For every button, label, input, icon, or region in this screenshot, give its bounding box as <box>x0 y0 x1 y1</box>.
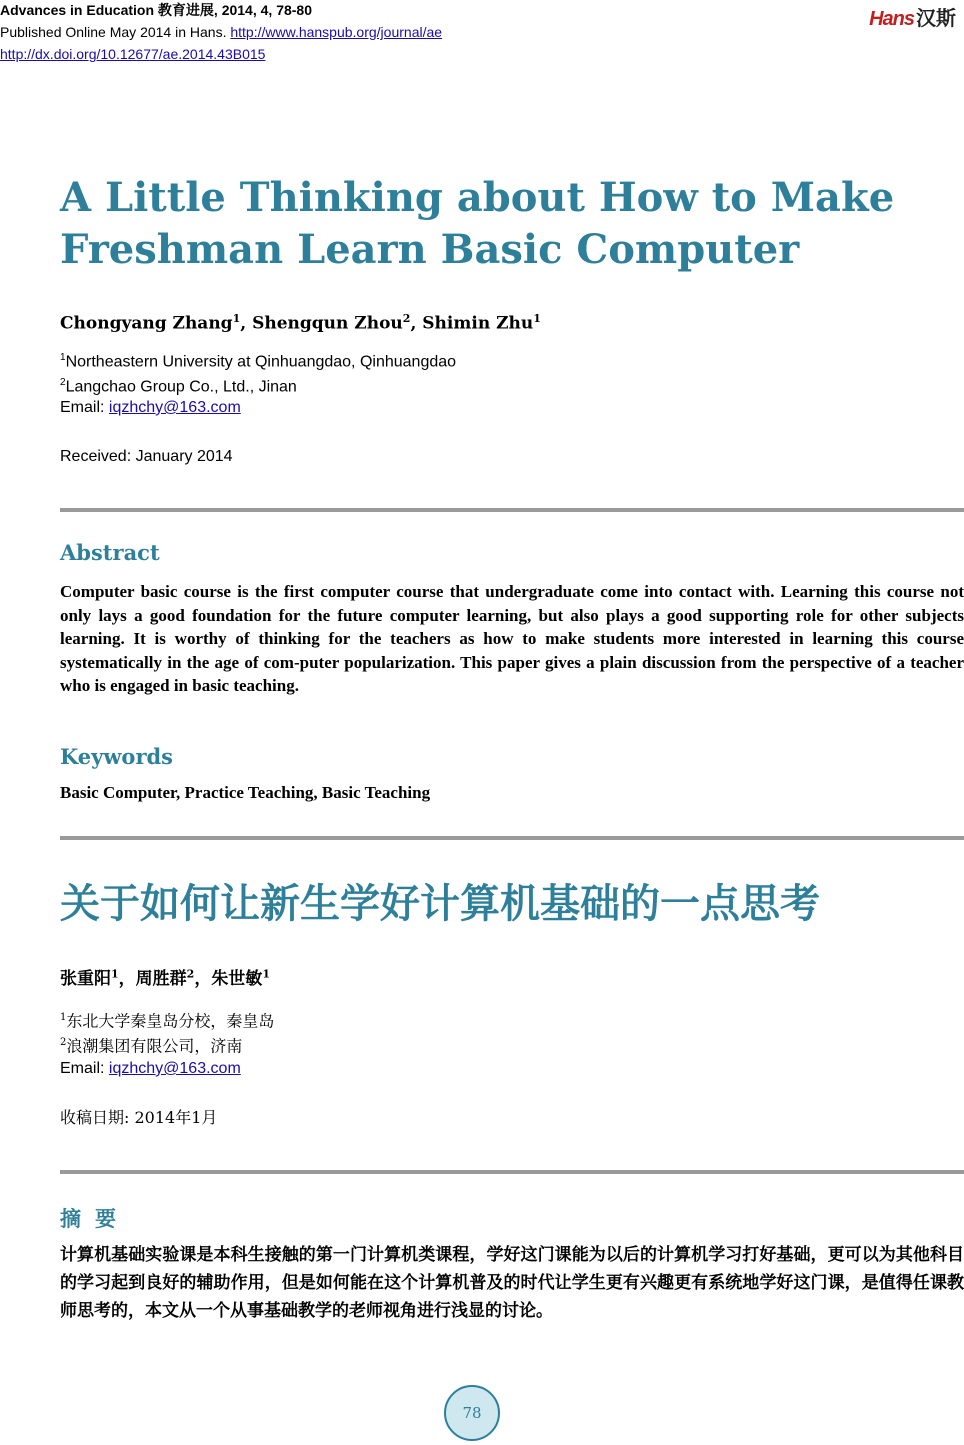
affiliation-mark: 2 <box>60 1037 67 1048</box>
author-affiliation-mark: 2 <box>402 312 411 325</box>
author-affiliation-mark: 1 <box>111 967 119 981</box>
author-name: Shengqun Zhou <box>252 313 403 334</box>
title-line-2: Freshman Learn Basic Computer <box>60 226 800 273</box>
journal-url-link[interactable]: http://www.hanspub.org/journal/ae <box>230 24 443 40</box>
authors-en <box>60 312 541 334</box>
affiliation-text: Langchao Group Co., Ltd., Jinan <box>65 378 297 396</box>
affiliation-text: Northeastern University at Qinhuangdao, Qinhuangdao <box>65 353 457 371</box>
email-line-en <box>60 396 241 420</box>
email-label: Email: <box>60 1060 109 1077</box>
keywords-body: Basic Computer, Practice Teaching, Basic Teaching <box>60 783 431 802</box>
page-number: 78 <box>444 1385 500 1441</box>
author-separator: , <box>240 313 253 334</box>
section-divider <box>60 508 964 512</box>
page-header <box>0 0 964 70</box>
email-link[interactable]: iqzhchy@163.com <box>108 399 241 416</box>
received-date-en: Received: January 2014 <box>60 448 233 465</box>
email-line-zh <box>60 1057 241 1081</box>
affiliation-1-zh <box>60 1006 274 1033</box>
author-affiliation-mark: 1 <box>232 312 241 325</box>
abstract-heading-zh: 摘要 <box>60 1207 130 1231</box>
author-separator: ， <box>118 969 136 989</box>
published-line <box>0 22 442 42</box>
author-name: 周胜群 <box>135 969 187 989</box>
received-date-zh: 收稿日期: 2014年1月 <box>60 1108 218 1127</box>
section-divider <box>60 836 964 840</box>
doi-line <box>0 44 265 64</box>
logo-en: Hans <box>869 8 914 30</box>
doi-link[interactable]: http://dx.doi.org/10.12677/ae.2014.43B015 <box>0 46 266 62</box>
author-name: Chongyang Zhang <box>60 313 233 334</box>
author-name: 朱世敏 <box>211 969 263 989</box>
affiliation-mark: 2 <box>60 377 66 388</box>
email-label: Email: <box>60 399 109 416</box>
publisher-logo <box>869 2 956 31</box>
author-name: Shimin Zhu <box>422 313 534 334</box>
keywords-heading: Keywords <box>60 744 174 769</box>
author-affiliation-mark: 1 <box>533 312 541 325</box>
paper-title-zh: 关于如何让新生学好计算机基础的一点思考 <box>60 881 820 927</box>
logo-zh: 汉斯 <box>916 8 956 30</box>
author-affiliation-mark: 2 <box>186 967 195 981</box>
author-name: 张重阳 <box>60 969 111 989</box>
affiliation-mark: 1 <box>60 352 66 363</box>
affiliation-text: 浪潮集团有限公司，济南 <box>66 1036 243 1056</box>
affiliation-text: 东北大学秦皇岛分校，秦皇岛 <box>66 1011 275 1031</box>
paper-title-en <box>60 172 920 276</box>
abstract-body-zh: 计算机基础实验课是本科生接触的第一门计算机类课程，学好这门课能为以后的计算机学习打好基础，更可以为其他科目的学习起到良好的辅助作用，但是如何能在这个计算机普及的时代让学生更有兴趣更有系统地学好这门课，是值得任课教师思考的，本文从一个从事基础教学的老师视角进行浅显的讨论。 <box>60 1245 964 1321</box>
author-separator: ， <box>194 969 212 989</box>
title-line-1: A Little Thinking about How to Make <box>60 174 895 221</box>
authors-zh <box>60 964 270 989</box>
published-text: Published Online May 2014 in Hans. <box>0 24 231 40</box>
author-affiliation-mark: 1 <box>262 967 270 981</box>
abstract-heading: Abstract <box>60 540 160 565</box>
affiliation-mark: 1 <box>60 1012 67 1023</box>
author-separator: , <box>410 313 423 334</box>
abstract-body: Computer basic course is the first computer course that undergraduate come into contact with. Learning this course not only lays a good foundation for the future computer learning, but also plays a good supporting role for other subjects learning. It is worthy of thinking for the teachers as how to make students more interested in learning this course systematically in the age of com-puter popularization. This paper gives a plain discussion from the perspective of a teacher who is engaged in basic teaching. <box>60 582 964 695</box>
section-divider <box>60 1170 964 1174</box>
email-link[interactable]: iqzhchy@163.com <box>108 1060 241 1077</box>
journal-citation: Advances in Education 教育进展, 2014, 4, 78-80 <box>0 2 312 18</box>
affiliation-2-zh <box>60 1031 242 1058</box>
